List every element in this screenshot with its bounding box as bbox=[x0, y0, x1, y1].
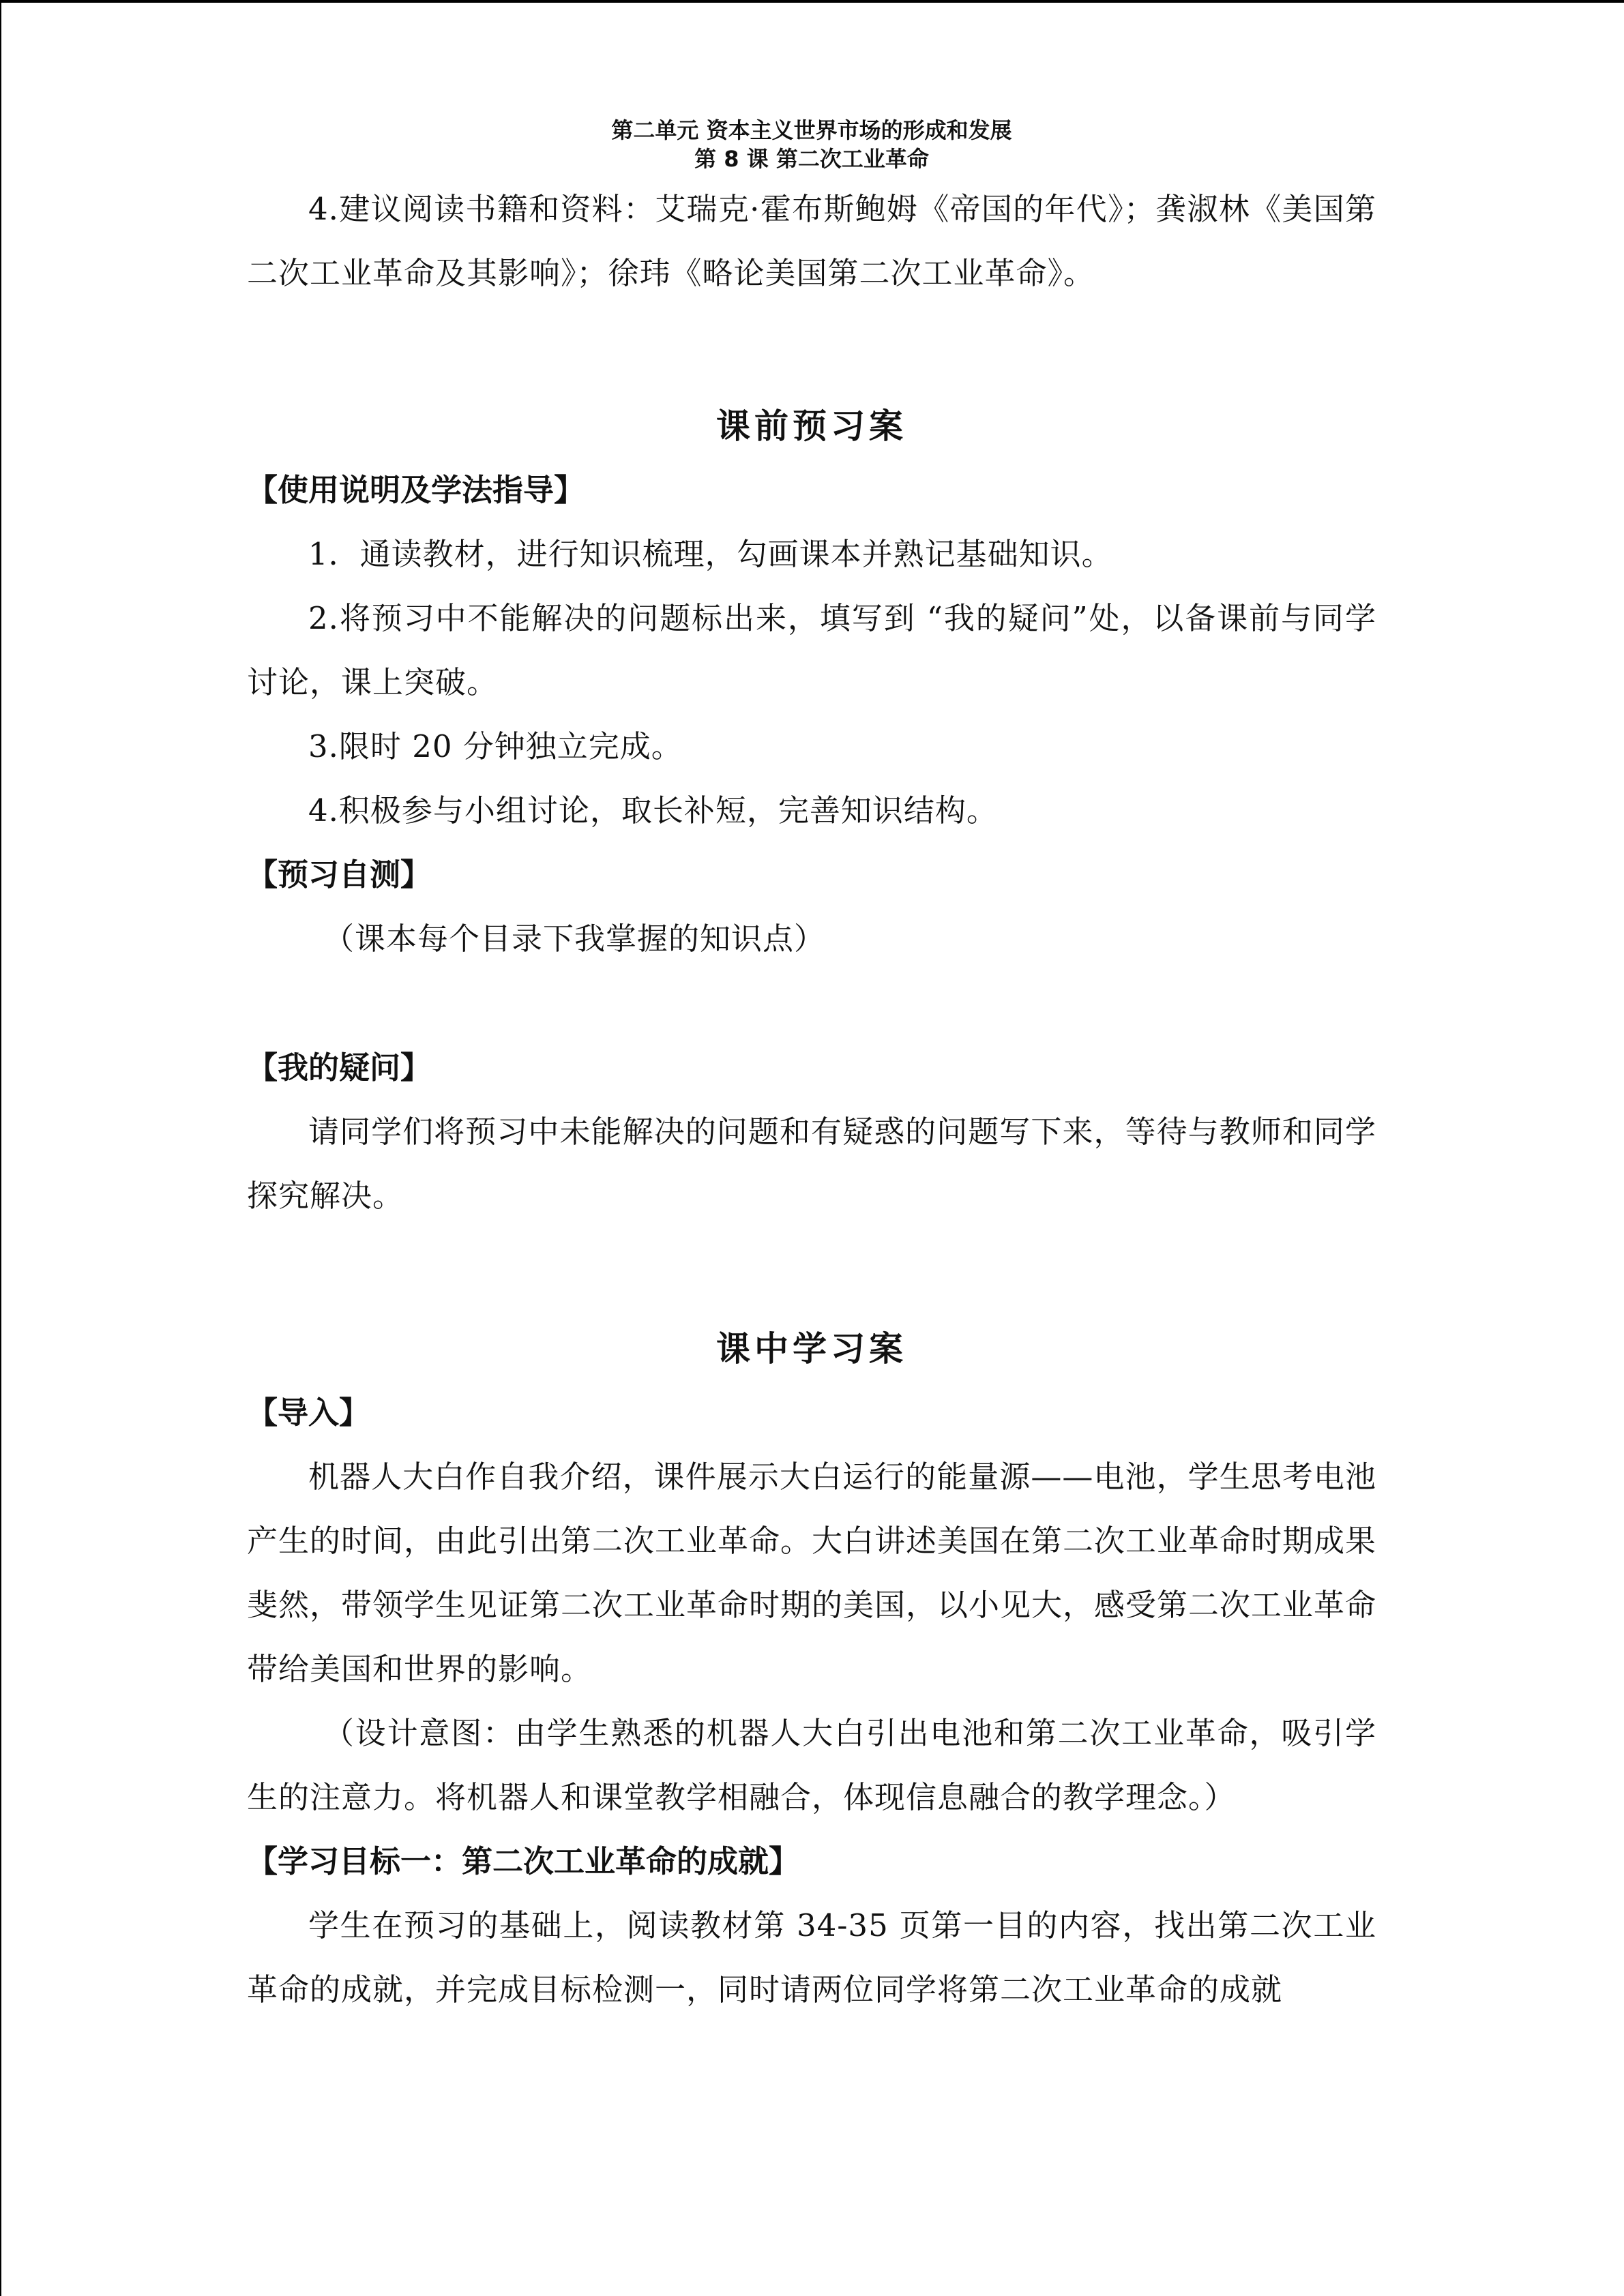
instruction-item: 3.限时 20 分钟独立完成。 bbox=[308, 728, 683, 764]
questions-heading: 【我的疑问】 bbox=[247, 1049, 432, 1086]
spacer bbox=[247, 971, 1376, 1036]
spacer bbox=[247, 1228, 1376, 1317]
questions-text: 请同学们将预习中未能解决的问题和有疑惑的问题写下来，等待与教师和同学探究解决。 bbox=[247, 1114, 1376, 1214]
instruction-item: 2.将预习中不能解决的问题标出来，填写到 “我的疑问”处，以备课前与同学讨论，课上突破。 bbox=[247, 600, 1376, 700]
lesson-title: 第 8 课 第二次工业革命 bbox=[694, 146, 929, 172]
self-test-note: （课本每个目录下我掌握的知识点） bbox=[323, 921, 826, 957]
goal1-heading: 【学习目标一：第二次工业革命的成就】 bbox=[247, 1843, 800, 1879]
page-top-border bbox=[0, 0, 1624, 3]
preview-section-title: 课前预习案 bbox=[716, 406, 907, 446]
spacer bbox=[247, 305, 1376, 394]
self-test-heading: 【预习自测】 bbox=[247, 856, 432, 893]
reading-suggestion: 4.建议阅读书籍和资料：艾瑞克·霍布斯鲍姆《帝国的年代》；龚淑林《美国第二次工业革命及其影响》；徐玮《略论美国第二次工业革命》。 bbox=[247, 191, 1376, 291]
instruction-item: 4.积极参与小组讨论，取长补短，完善知识结构。 bbox=[308, 792, 998, 829]
intro-heading: 【导入】 bbox=[247, 1395, 370, 1431]
lesson-section-title: 课中学习案 bbox=[716, 1329, 907, 1369]
intro-text: 机器人大白作自我介绍，课件展示大白运行的能量源——电池，学生思考电池产生的时间，由此引出第二次工业革命。大白讲述美国在第二次工业革命时期成果斐然，带领学生见证第二次工业革命时期的美国，以小见大，感受第二次工业革命带给美国和世界的影响。 bbox=[247, 1459, 1377, 1687]
unit-title: 第二单元 资本主义世界市场的形成和发展 bbox=[611, 117, 1012, 143]
goal1-text: 学生在预习的基础上，阅读教材第 34-35 页第一目的内容，找出第二次工业革命的成就，并完成目标检测一，同时请两位同学将第二次工业革命的成就 bbox=[247, 1907, 1376, 2008]
document-page bbox=[247, 116, 1376, 2022]
design-intent: （设计意图：由学生熟悉的机器人大白引出电池和第二次工业革命，吸引学生的注意力。将机器人和课堂教学相融合，体现信息融合的教学理念。） bbox=[247, 1715, 1376, 1815]
instruction-item: 1．通读教材，进行知识梳理，勾画课本并熟记基础知识。 bbox=[308, 536, 1113, 572]
page-left-border bbox=[0, 0, 1, 2296]
instructions-heading: 【使用说明及学法指导】 bbox=[247, 472, 585, 508]
